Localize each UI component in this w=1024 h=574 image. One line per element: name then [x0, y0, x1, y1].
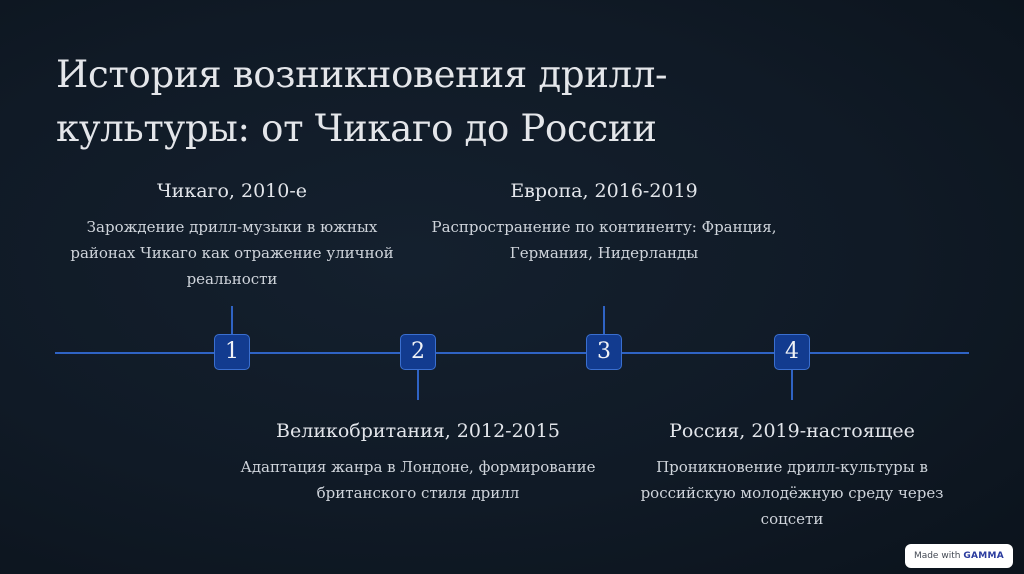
timeline-marker-1: 1 [214, 334, 250, 370]
gamma-logo: GAMMA [963, 551, 1005, 561]
timeline-event-4 [612, 418, 972, 532]
event-description: Адаптация жанра в Лондоне, формирование британского стиля дрилл [240, 458, 596, 502]
event-heading: Великобритания, 2012-2015 [276, 420, 560, 442]
event-description: Распространение по континенту: Франция, Германия, Нидерланды [431, 218, 777, 262]
event-description: Проникновение дрилл-культуры в российскую молодёжную среду через соцсети [640, 458, 944, 528]
event-heading: Европа, 2016-2019 [510, 180, 698, 202]
badge-prefix: Made with [913, 551, 961, 561]
timeline-event-3 [424, 178, 784, 266]
event-heading: Чикаго, 2010-е [156, 180, 308, 202]
event-heading: Россия, 2019-настоящее [669, 420, 915, 442]
timeline-event-1 [52, 178, 412, 292]
timeline-marker-2: 2 [400, 334, 436, 370]
timeline-marker-4: 4 [774, 334, 810, 370]
event-description: Зарождение дрилл-музыки в южных районах Чикаго как отражение уличной реальности [70, 218, 394, 288]
timeline-axis [55, 352, 969, 354]
timeline-marker-3: 3 [586, 334, 622, 370]
made-with-gamma-badge[interactable] [905, 544, 1013, 568]
slide-title: История возникновения дрилл-культуры: от Чикаго до России [56, 53, 668, 150]
timeline-event-2 [238, 418, 598, 506]
